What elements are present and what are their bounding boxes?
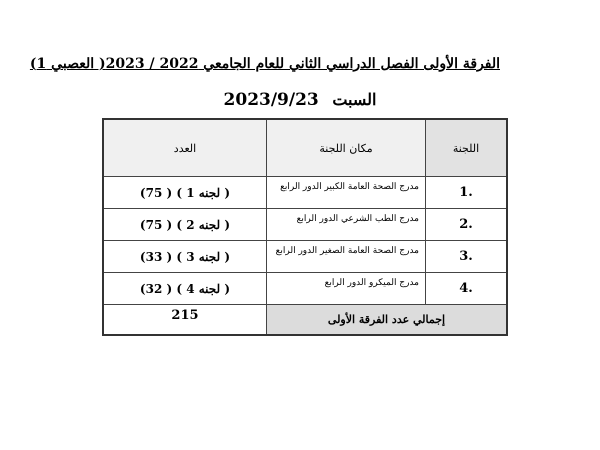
header-committee: اللجنة — [426, 119, 508, 177]
table-row — [103, 177, 507, 209]
committee-table — [102, 118, 508, 336]
committee-location: مدرج الميكرو الدور الرابع — [267, 273, 426, 305]
exam-date: 2023/9/23 — [223, 90, 319, 110]
committee-count: ( لجنه 2 ) ( 75) — [103, 209, 267, 241]
committee-location: مدرج الصحة العامة الصغير الدور الرابع — [267, 241, 426, 273]
committee-count: ( لجنه 4 ) ( 32) — [103, 273, 267, 305]
table-header-row — [103, 119, 507, 177]
committee-number: .1 — [426, 177, 508, 209]
document-title: الفرقة الأولى الفصل الدراسي الثاني للعام الجامعي 2022 / 2023( العصبي 1) — [29, 56, 500, 72]
committee-count: ( لجنه 3 ) ( 33) — [103, 241, 267, 273]
total-row — [103, 305, 507, 336]
committee-number: .4 — [426, 273, 508, 305]
committee-location: مدرج الطب الشرعي الدور الرابع — [267, 209, 426, 241]
committee-location: مدرج الصحة العامة الكبير الدور الرابع — [267, 177, 426, 209]
exam-day-date — [200, 90, 400, 110]
header-location: مكان اللجنة — [267, 119, 426, 177]
header-count: العدد — [103, 119, 267, 177]
exam-day: السبت — [332, 90, 377, 109]
committee-count: ( لجنه 1 ) ( 75) — [103, 177, 267, 209]
total-label: إجمالي عدد الفرقة الأولى — [267, 305, 508, 336]
total-value: 215 — [103, 305, 267, 336]
committee-number: .3 — [426, 241, 508, 273]
table-row — [103, 209, 507, 241]
table-row — [103, 273, 507, 305]
committee-number: .2 — [426, 209, 508, 241]
table-row — [103, 241, 507, 273]
